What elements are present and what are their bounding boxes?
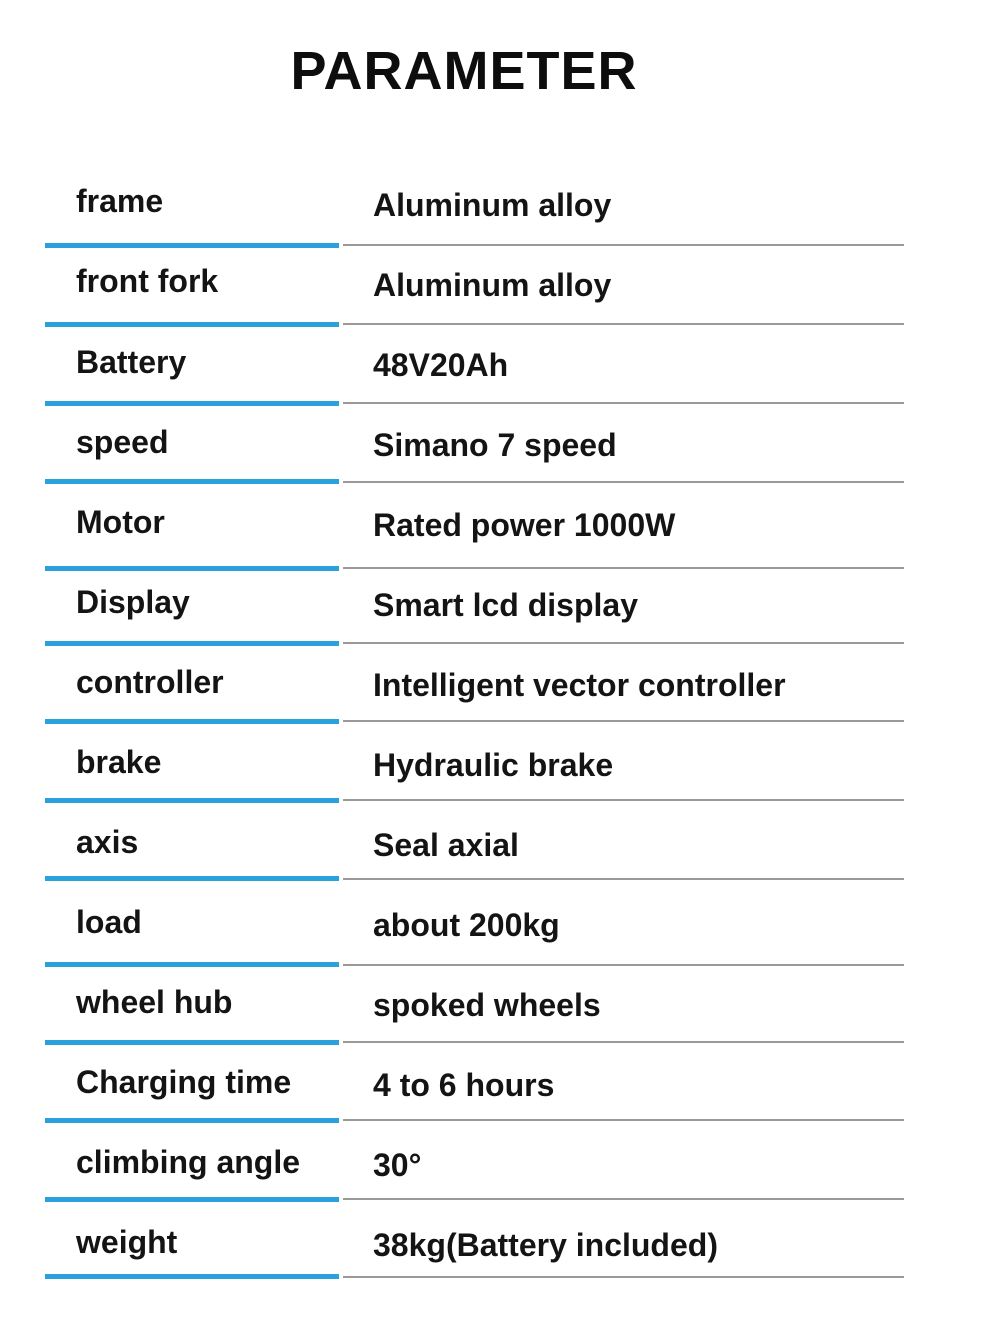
spec-label: wheel hub: [76, 984, 233, 1020]
spec-value: Simano 7 speed: [373, 427, 617, 463]
row-divider: [343, 642, 904, 644]
spec-label: speed: [76, 424, 169, 460]
row-divider: [343, 402, 904, 404]
spec-label: Motor: [76, 504, 165, 540]
row-underline-accent: [45, 401, 339, 406]
spec-label: axis: [76, 824, 139, 860]
page-title: PARAMETER: [290, 41, 638, 101]
row-divider: [343, 481, 904, 483]
row-underline-accent: [45, 798, 339, 803]
spec-value: Aluminum alloy: [373, 187, 612, 223]
spec-label: weight: [76, 1224, 178, 1260]
row-underline-accent: [45, 962, 339, 967]
spec-value: Rated power 1000W: [373, 507, 676, 543]
spec-value: Seal axial: [373, 827, 519, 863]
row-divider: [343, 1198, 904, 1200]
spec-label: load: [76, 904, 142, 940]
spec-label: Display: [76, 584, 190, 620]
spec-label: Battery: [76, 344, 187, 380]
row-underline-accent: [45, 243, 339, 248]
row-divider: [343, 964, 904, 966]
row-underline-accent: [45, 566, 339, 571]
spec-value: 48V20Ah: [373, 347, 509, 383]
row-divider: [343, 1276, 904, 1278]
spec-value: Intelligent vector controller: [373, 667, 786, 703]
row-divider: [343, 323, 904, 325]
spec-value: 4 to 6 hours: [373, 1067, 555, 1103]
row-underline-accent: [45, 1040, 339, 1045]
spec-value: 38kg(Battery included): [373, 1227, 718, 1263]
row-divider: [343, 799, 904, 801]
spec-label: front fork: [76, 263, 219, 299]
spec-value: spoked wheels: [373, 987, 601, 1023]
spec-label: climbing angle: [76, 1144, 301, 1180]
row-underline-accent: [45, 479, 339, 484]
row-underline-accent: [45, 876, 339, 881]
spec-label: Charging time: [76, 1064, 292, 1100]
spec-value: Smart lcd display: [373, 587, 638, 623]
row-divider: [343, 720, 904, 722]
row-underline-accent: [45, 641, 339, 646]
spec-label: frame: [76, 183, 164, 219]
row-divider: [343, 244, 904, 246]
spec-value: Aluminum alloy: [373, 267, 612, 303]
row-divider: [343, 1119, 904, 1121]
row-underline-accent: [45, 719, 339, 724]
row-underline-accent: [45, 1274, 339, 1279]
spec-value: Hydraulic brake: [373, 747, 614, 783]
row-divider: [343, 1041, 904, 1043]
spec-label: brake: [76, 744, 162, 780]
row-underline-accent: [45, 1118, 339, 1123]
row-underline-accent: [45, 1197, 339, 1202]
row-underline-accent: [45, 322, 339, 327]
spec-value: 30°: [373, 1147, 422, 1183]
row-divider: [343, 567, 904, 569]
row-divider: [343, 878, 904, 880]
spec-label: controller: [76, 664, 224, 700]
spec-value: about 200kg: [373, 907, 560, 943]
